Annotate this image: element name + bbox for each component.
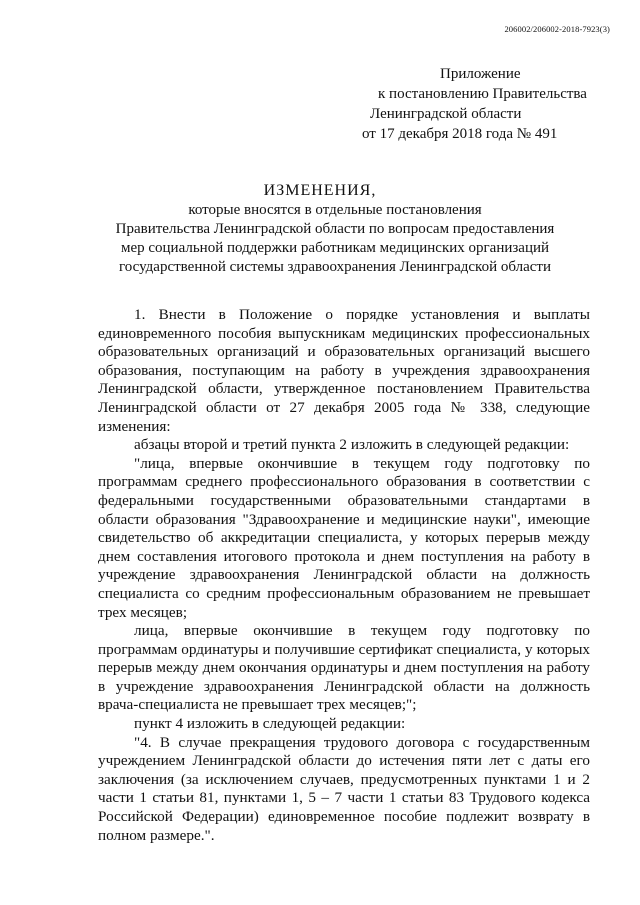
document-title: ИЗМЕНЕНИЯ, bbox=[263, 182, 377, 199]
paragraph-6: "4. В случае прекращения трудового договора с государственным учреждением Ленинградской области до истечения пяти лет с даты его заключения (за исключением случаев, предусмотренных пунктами 1 и 2 части 1 статьи 81, пунктами 1, 5 – 7 части 1 статьи 83 Трудового кодекса Российской Федерации) единовременное пособие подлежит возврату в полном размере.". bbox=[98, 733, 590, 844]
document-subtitle bbox=[100, 201, 570, 277]
subtitle-line-2: Правительства Ленинградской области по вопросам предоставления bbox=[115, 221, 555, 237]
paragraph-5: пункт 4 изложить в следующей редакции: bbox=[134, 715, 406, 733]
document-number: 206002/206002-2018-7923(3) bbox=[504, 24, 610, 34]
appendix-block bbox=[362, 64, 612, 144]
appendix-line-4: от 17 декабря 2018 года № 491 bbox=[362, 126, 558, 142]
paragraph-3: "лица, впервые окончившие в текущем году подготовку по программам среднего профессионального образования в соответствии с федеральными государственными образовательными стандартами в области образования "Здравоохранение и медицинские науки", имеющие свидетельство об аккредитации специалиста, у которых перерыв между днем составления итогового протокола и днем поступления на работу в учреждение здравоохранения Ленинградской области на должность специалиста со средним профессиональным образованием не превышает трех месяцев; bbox=[98, 454, 590, 621]
paragraph-4: лица, впервые окончившие в текущем году подготовку по программам ординатуры и получившие сертификат специалиста, у которых перерыв между днем окончания ординатуры и днем поступления на работу в учреждение здравоохранения Ленинградской области на должность врача-специалиста не превышает трех месяцев;"; bbox=[98, 622, 590, 714]
document-body bbox=[98, 306, 590, 845]
subtitle-line-3: мер социальной поддержки работникам медицинских организаций bbox=[120, 240, 550, 256]
appendix-line-1: Приложение bbox=[440, 66, 521, 82]
appendix-line-3: Ленинградской области bbox=[370, 106, 522, 122]
subtitle-line-4: государственной системы здравоохранения Ленинградской области bbox=[119, 259, 551, 275]
paragraph-2: абзацы второй и третий пункта 2 изложить в следующей редакции: bbox=[134, 436, 570, 454]
appendix-line-2: к постановлению Правительства bbox=[378, 86, 587, 102]
paragraph-1: 1. Внести в Положение о порядке установления и выплаты единовременного пособия выпускникам медицинских профессиональных образовательных организаций и образовательных организаций высшего образования, поступающим на работу в учреждения здравоохранения Ленинградской области, утвержденное постановлением Правительства Ленинградской области от 27 декабря 2005 года № 338, следующие изменения: bbox=[98, 306, 590, 435]
subtitle-line-1: которые вносятся в отдельные постановления bbox=[188, 202, 482, 218]
